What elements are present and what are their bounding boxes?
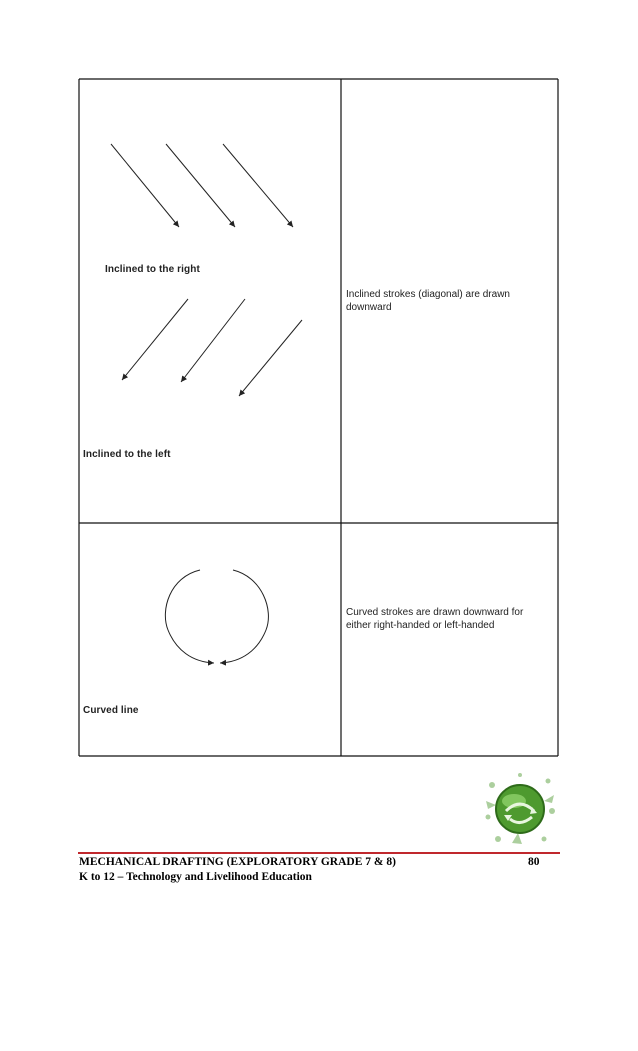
recycle-globe-logo-icon xyxy=(482,771,558,847)
description-curved-strokes: Curved strokes are drawn downward for either right-handed or left-handed xyxy=(346,607,524,631)
footer-title: MECHANICAL DRAFTING (EXPLORATORY GRADE 7 & 8) xyxy=(79,856,396,868)
label-inclined-left: Inclined to the left xyxy=(83,449,171,460)
table-grid xyxy=(79,79,558,756)
inclined-left-arrows xyxy=(122,299,302,396)
curved-line-strokes xyxy=(165,570,268,663)
description-inclined-strokes: Inclined strokes (diagonal) are drawn downward xyxy=(346,289,510,313)
label-curved-line: Curved line xyxy=(83,705,139,716)
footer-divider xyxy=(78,852,560,854)
footer-subtitle: K to 12 – Technology and Livelihood Education xyxy=(79,871,312,883)
page-number: 80 xyxy=(528,856,540,868)
curved-stroke-right xyxy=(220,570,268,663)
inclined-left-arrow-1 xyxy=(122,299,188,380)
inclined-left-arrow-3 xyxy=(239,320,302,396)
inclined-right-arrow-1 xyxy=(111,144,179,227)
curved-stroke-left xyxy=(165,570,214,663)
inclined-left-arrow-2 xyxy=(181,299,245,382)
label-inclined-right: Inclined to the right xyxy=(105,264,200,275)
inclined-right-arrow-3 xyxy=(223,144,293,227)
inclined-right-arrow-2 xyxy=(166,144,235,227)
inclined-right-arrows xyxy=(111,144,293,227)
